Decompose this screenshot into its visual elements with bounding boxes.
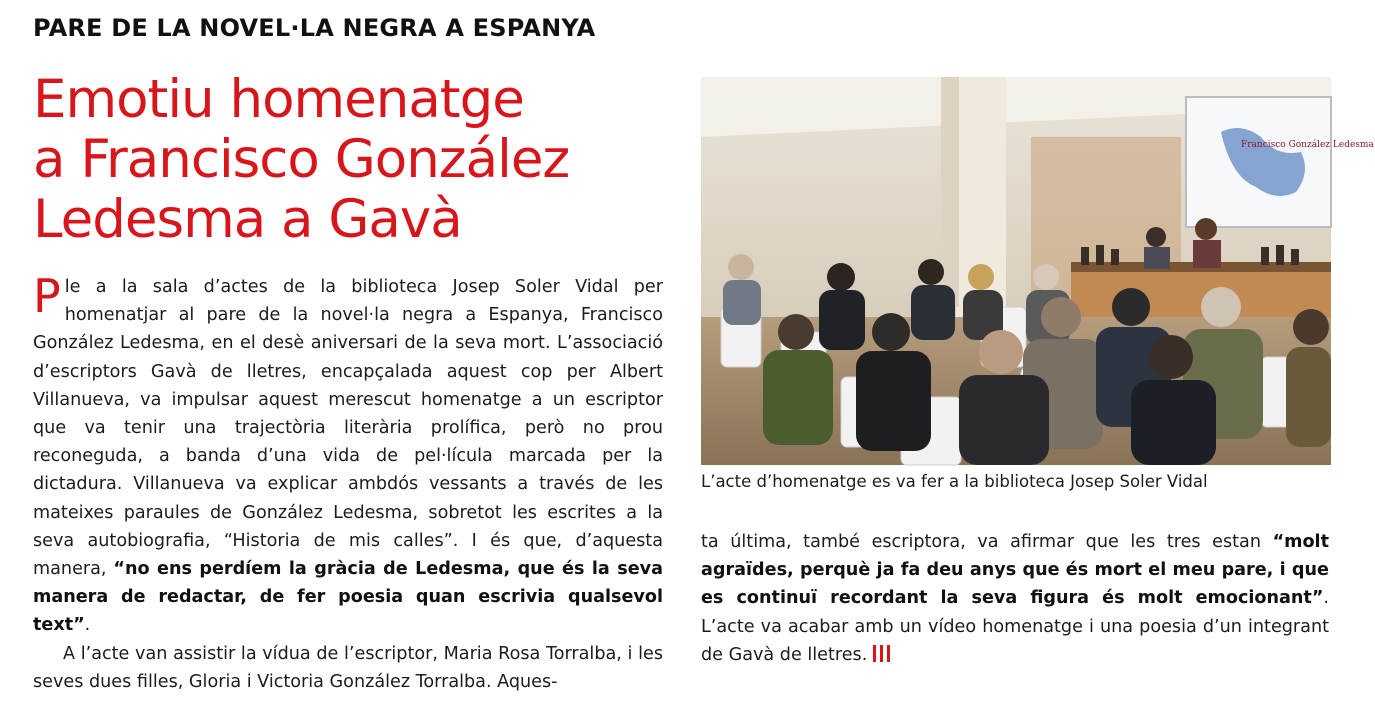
event-photo (701, 77, 1374, 465)
article-column-left (33, 269, 663, 696)
article-headline (33, 70, 673, 250)
paragraph-2-continued (701, 528, 1329, 669)
paragraph-1 (33, 269, 663, 640)
photo-caption: L’acte d’homenatge es va fer a la biblioteca Josep Soler Vidal (701, 472, 1208, 491)
quote-daughter: “molt agraïdes, perquè ja fa deu anys que és mort el meu pare, i que es continuï recordant la seva figura és molt emocionant” (701, 532, 1329, 609)
paragraph-2-left-text: A l’acte van assistir la vídua de l’escriptor, Maria Rosa Torralba, i les seves dues filles, Gloria i Victoria González Torralba. Aques- (33, 643, 663, 692)
end-of-article-icon (873, 645, 890, 662)
headline-line-1: Emotiu homenatge (33, 69, 524, 130)
screen-title: Francisco González Ledesma (1241, 140, 1374, 150)
event-photo-illustration (701, 77, 1374, 465)
section-kicker: PARE DE LA NOVEL·LA NEGRA A ESPANYA (33, 14, 596, 42)
drop-cap: P (33, 269, 61, 323)
paragraph-1-end: . (84, 615, 91, 636)
paragraph-2-end: . L’acte va acabar amb un vídeo homenatge i una poesia d’un integrant de Gavà de lletres. (701, 588, 1329, 665)
article-column-right (701, 528, 1329, 669)
paragraph-2-start (33, 640, 663, 696)
paragraph-1-text: le a la sala d’actes de la biblioteca Josep Soler Vidal per homenatjar al pare de la novel·la negra a Espanya, Francisco González Ledesma, en el desè aniversari de la seva mort. L’associació d’escriptors Gavà de lletres, encapçalada aquest cop per Albert Villanueva, va impulsar aquest merescut homenatge a un escriptor que va tenir una trajectòria literària prolífica, però no prou reconeguda, a banda d’una vida de pel·lícula marcada per la dictadura. Villanueva va explicar ambdós vessants a través de les mateixes paraules de González Ledesma, sobretot les escrites a la seva autobiografia, “Historia de mis calles”. I és que, d’aquesta manera, (33, 277, 663, 580)
paragraph-2-right-text: ta última, també escriptora, va afirmar que les tres estan (701, 532, 1273, 552)
quote-ledesma-style: “no ens perdíem la gràcia de Ledesma, que és la seva manera de redactar, de fer poesia quan escrivia qualsevol text” (33, 559, 663, 636)
headline-line-2: a Francisco González (33, 129, 570, 190)
headline-line-3: Ledesma a Gavà (33, 189, 462, 250)
